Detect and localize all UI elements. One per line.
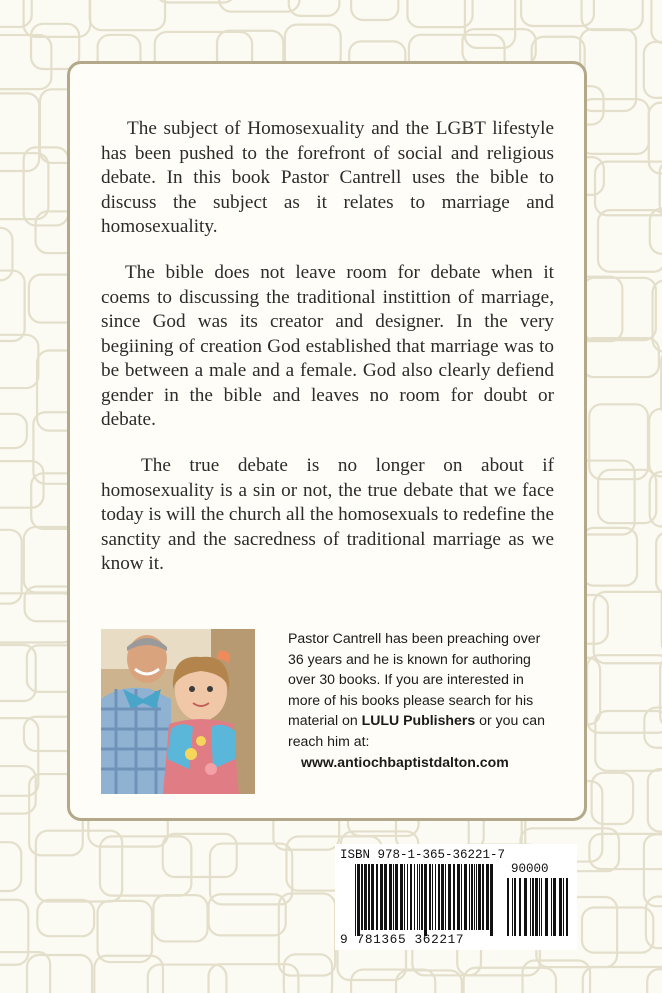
pattern-shape	[153, 895, 207, 941]
barcode-bar	[368, 864, 370, 930]
pattern-shape	[583, 967, 662, 993]
pattern-shape	[656, 532, 662, 594]
pattern-shape	[587, 655, 662, 733]
pattern-shape	[284, 954, 332, 993]
pattern-shape	[0, 35, 51, 89]
pattern-shape	[582, 0, 643, 30]
barcode-bar	[393, 864, 394, 930]
pattern-shape	[0, 271, 25, 341]
pattern-shape	[31, 24, 79, 69]
pattern-shape	[163, 834, 237, 877]
barcode-addon-bar	[524, 878, 527, 936]
barcode-bar	[414, 864, 415, 930]
barcode-addon-bar	[530, 878, 531, 936]
barcode-bar	[432, 864, 433, 930]
pattern-shape	[589, 834, 662, 869]
barcode-addon-bar	[545, 878, 548, 936]
pattern-shape	[24, 0, 91, 37]
barcode-bar	[419, 864, 420, 930]
pattern-shape	[37, 900, 94, 936]
pattern-shape	[644, 834, 662, 906]
pattern-shape	[651, 0, 662, 43]
pattern-shape	[0, 718, 38, 796]
pattern-shape	[648, 769, 662, 831]
pattern-shape	[582, 528, 637, 586]
pattern-shape	[592, 773, 633, 824]
publisher-name: LULU Publishers	[361, 712, 476, 728]
barcode-bar	[453, 864, 455, 930]
barcode-bar	[476, 864, 477, 930]
barcode-bar	[355, 864, 356, 936]
author-bio-outro: or you can reach him at:	[288, 712, 545, 749]
barcode-addon-bar	[551, 878, 552, 936]
pattern-shape	[598, 470, 656, 523]
author-bio-intro: Pastor Cantrell has been preaching over 36 years and he is known for authoring over 30 books. If you are interested in more of his books please search for his material on	[288, 630, 541, 728]
pattern-shape	[589, 404, 648, 479]
barcode-bar	[448, 864, 451, 930]
pattern-shape	[209, 894, 286, 935]
pattern-shape	[582, 338, 659, 377]
barcode-addon-bar	[541, 878, 542, 936]
pattern-shape	[0, 228, 12, 280]
barcode-bar	[471, 864, 473, 930]
barcode-bar	[441, 864, 444, 930]
description-paragraph-3: The true debate is no longer on about if homosexuality is a sin or not, the true debate that we face today is will the church all the homosexuals to redefine the sanctity and the sacredness of traditional marriage as we know it.	[101, 455, 554, 574]
barcode-addon-bar	[566, 878, 568, 936]
barcode-bar	[410, 864, 412, 930]
barcode-bar	[461, 864, 462, 930]
barcode-bar	[404, 864, 405, 930]
pattern-shape	[100, 836, 191, 895]
pattern-shape	[0, 645, 36, 701]
pattern-shape	[647, 969, 662, 993]
barcode-bar	[474, 864, 475, 930]
barcode-bar	[435, 864, 436, 930]
pattern-shape	[0, 461, 44, 508]
barcode-addon-bar	[553, 878, 556, 936]
pattern-shape	[580, 99, 649, 154]
barcode-addon-bar	[514, 878, 516, 936]
pattern-shape	[0, 900, 28, 965]
pattern-shape	[0, 414, 27, 448]
barcode-bar	[400, 864, 403, 930]
pattern-shape	[594, 592, 662, 663]
barcode-addon-bar	[563, 878, 564, 936]
barcode-addon-bar	[532, 878, 534, 936]
pattern-shape	[595, 711, 662, 771]
barcode-bar	[469, 864, 470, 930]
pattern-shape	[0, 335, 38, 388]
barcode-bar	[482, 864, 484, 930]
pattern-shape	[27, 955, 92, 993]
pattern-shape	[148, 965, 227, 993]
barcode-bar	[371, 864, 374, 930]
author-bio	[288, 628, 558, 751]
barcode-bar	[417, 864, 418, 930]
pattern-shape	[98, 901, 152, 962]
barcode-addon-bar	[519, 878, 521, 936]
pattern-shape	[351, 970, 435, 993]
author-photo	[101, 629, 255, 794]
barcode-bar	[376, 864, 378, 930]
pattern-shape	[649, 409, 662, 477]
barcode-bar	[361, 864, 363, 930]
barcode-bar	[490, 864, 493, 936]
pattern-shape	[0, 952, 50, 993]
pattern-shape	[0, 593, 75, 642]
barcode-bar	[429, 864, 431, 930]
barcode-addon-bar	[535, 878, 538, 936]
pattern-shape	[0, 0, 32, 27]
pattern-shape	[0, 766, 36, 814]
barcode-bar	[457, 864, 460, 930]
barcode-bar	[364, 864, 367, 930]
barcode-bar	[407, 864, 408, 930]
barcode-bar	[478, 864, 481, 930]
pattern-shape	[407, 0, 472, 27]
pattern-shape	[156, 0, 235, 3]
barcode-bar	[380, 864, 383, 930]
ean-digits: 9 781365 362217	[340, 932, 465, 947]
barcode-bar	[395, 864, 398, 930]
barcode-bar	[384, 864, 387, 930]
pattern-shape	[649, 103, 662, 174]
description-paragraph-1: The subject of Homosexuality and the LGBT lifestyle has been pushed to the forefront of social and religious debate. In this book Pastor Cantrell uses the bible to discuss the subject as it relates to marriage and homosexuality.	[101, 118, 554, 237]
pattern-shape	[598, 210, 662, 272]
pattern-shape	[351, 0, 398, 20]
description-paragraph-2: The bible does not leave room for debate when it coems to discussing the traditional instittion of marriage, since God was its creator and designer. In the very begiining of creation God established that marriage was to be between a male and a female. God also clearly defiend gender in the bible and leaves no room for doubt or debate.	[101, 262, 554, 430]
barcode-addon-bar	[539, 878, 540, 936]
isbn-label: ISBN 978-1-365-36221-7	[340, 848, 506, 862]
pattern-shape	[36, 831, 122, 902]
barcode-bar	[445, 864, 446, 930]
pattern-shape	[644, 42, 662, 98]
barcode-bar	[389, 864, 392, 930]
pattern-shape	[396, 970, 462, 993]
barcode-addon-bar	[512, 878, 513, 936]
pattern-shape	[582, 278, 655, 340]
pattern-shape	[0, 93, 39, 171]
barcode-bar	[486, 864, 489, 930]
price-addon-label: 90000	[511, 862, 549, 876]
barcode-bar	[464, 864, 467, 930]
barcode-addon-bar	[507, 878, 509, 936]
barcode-bar	[421, 864, 423, 930]
barcode-addon-bar	[559, 878, 562, 936]
pattern-shape	[0, 842, 21, 891]
barcode-bar	[424, 864, 427, 936]
website-link[interactable]: www.antiochbaptistdalton.com	[301, 754, 509, 770]
barcode-bar	[438, 864, 440, 930]
pattern-shape	[90, 0, 165, 30]
pattern-shape	[219, 0, 299, 12]
barcode-bar	[357, 864, 360, 936]
